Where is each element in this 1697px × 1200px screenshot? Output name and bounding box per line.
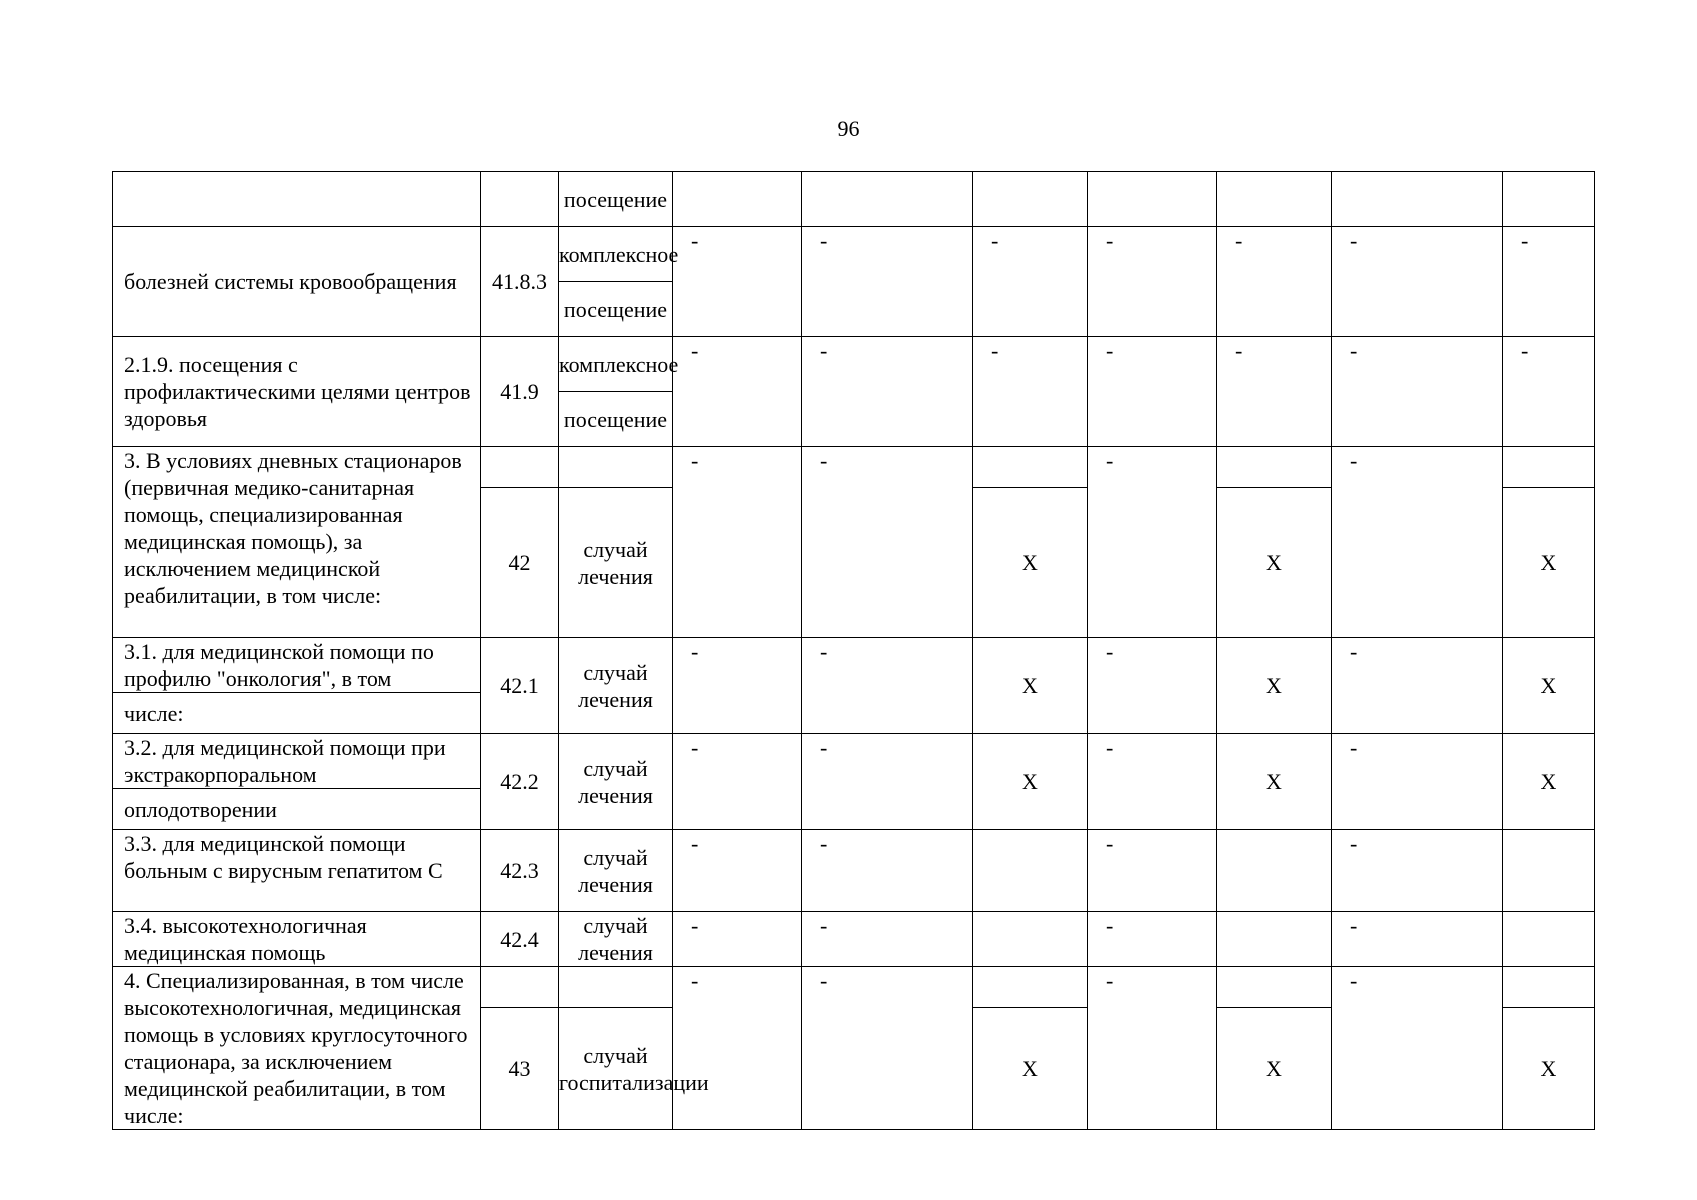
row-name: 2.1.9. посещения с профилактическими целями центров здоровья xyxy=(113,337,481,447)
value-cell: - xyxy=(802,227,973,282)
value-cell: - xyxy=(1088,447,1217,488)
value-cell: X xyxy=(1503,1008,1595,1130)
unit-cell: посещение xyxy=(559,392,673,447)
value-cell: - xyxy=(1088,638,1217,734)
value-cell: - xyxy=(1217,337,1332,392)
value-cell: - xyxy=(1088,967,1217,1008)
value-cell: - xyxy=(1088,912,1217,967)
row-number: 41.8.3 xyxy=(481,227,559,337)
value-cell: - xyxy=(802,967,973,1008)
row-name: 3.2. для медицинской помощи при экстракорпоральном xyxy=(113,734,481,789)
table-row xyxy=(113,830,1595,912)
value-cell: - xyxy=(673,227,802,337)
row-number xyxy=(481,172,559,227)
row-number: 42.1 xyxy=(481,638,559,734)
value-cell: - xyxy=(673,447,802,488)
row-name: оплодотворении xyxy=(113,789,481,830)
value-cell: X xyxy=(973,1008,1088,1130)
table-row xyxy=(113,912,1595,967)
value-cell: X xyxy=(973,488,1088,638)
unit-cell: случай лечения xyxy=(559,830,673,912)
value-cell: - xyxy=(1503,337,1595,392)
table-row xyxy=(113,638,1595,693)
row-number: 42.3 xyxy=(481,830,559,912)
value-cell: - xyxy=(673,638,802,734)
value-cell: X xyxy=(1217,1008,1332,1130)
value-cell: - xyxy=(802,447,973,488)
value-cell: - xyxy=(802,912,973,967)
value-cell: - xyxy=(1088,227,1217,282)
value-cell: - xyxy=(673,967,802,1008)
value-cell: - xyxy=(1332,227,1503,282)
value-cell: - xyxy=(1332,967,1503,1008)
value-cell: - xyxy=(973,337,1088,392)
value-cell: - xyxy=(673,912,802,967)
table-row xyxy=(113,337,1595,392)
value-cell: - xyxy=(802,734,973,789)
value-cell: X xyxy=(1217,734,1332,830)
row-number: 42.2 xyxy=(481,734,559,830)
value-cell: - xyxy=(1332,734,1503,830)
unit-cell: случай лечения xyxy=(559,488,673,638)
value-cell: - xyxy=(673,337,802,447)
table-row xyxy=(113,734,1595,789)
value-cell: - xyxy=(1088,830,1217,912)
unit-cell: случай лечения xyxy=(559,734,673,830)
row-name: числе: xyxy=(113,693,481,734)
value-cell: - xyxy=(673,830,802,912)
table-row xyxy=(113,172,1595,227)
row-number: 41.9 xyxy=(481,337,559,447)
unit-cell: посещение xyxy=(559,282,673,337)
row-name xyxy=(113,172,481,227)
table-row xyxy=(113,967,1595,1008)
value-cell: - xyxy=(802,638,973,693)
unit-cell: комплексное xyxy=(559,227,673,282)
value-cell: - xyxy=(1503,227,1595,282)
value-cell: - xyxy=(802,830,973,912)
value-cell: X xyxy=(973,734,1088,830)
unit-cell: комплексное xyxy=(559,337,673,392)
unit-cell: случай лечения xyxy=(559,638,673,734)
value-cell: - xyxy=(973,227,1088,282)
value-cell: X xyxy=(1217,638,1332,734)
unit-cell: случай госпитализации xyxy=(559,1008,673,1130)
row-name: 3. В условиях дневных стационаров (первичная медико-санитарная помощь, специализированная медицинская помощь), за исключением медицинской реабилитации, в том числе: xyxy=(113,447,481,638)
value-cell: X xyxy=(1217,488,1332,638)
row-name: 4. Специализированная, в том числе высокотехнологичная, медицинская помощь в условиях круглосуточного стационара, за исключением медицинской реабилитации, в том числе: xyxy=(113,967,481,1130)
table-row xyxy=(113,447,1595,488)
unit-cell: посещение xyxy=(559,172,673,227)
row-name: 3.4. высокотехнологичная медицинская помощь xyxy=(113,912,481,967)
value-cell: X xyxy=(1503,488,1595,638)
row-number: 42 xyxy=(481,488,559,638)
row-number: 42.4 xyxy=(481,912,559,967)
value-cell: X xyxy=(973,638,1088,734)
value-cell: - xyxy=(802,337,973,392)
unit-cell: случай лечения xyxy=(559,912,673,967)
value-cell: X xyxy=(1503,638,1595,734)
row-name: 3.3. для медицинской помощи больным с вирусным гепатитом С xyxy=(113,830,481,912)
value-cell: - xyxy=(1088,734,1217,830)
value-cell: - xyxy=(1088,337,1217,392)
value-cell: - xyxy=(673,734,802,830)
value-cell: X xyxy=(1503,734,1595,830)
row-number: 43 xyxy=(481,1008,559,1130)
value-cell: - xyxy=(1332,337,1503,392)
value-cell: - xyxy=(1332,447,1503,488)
row-name: 3.1. для медицинской помощи по профилю "онкология", в том xyxy=(113,638,481,693)
page-number: 96 xyxy=(837,116,860,141)
value-cell: - xyxy=(1217,227,1332,282)
value-cell: - xyxy=(1332,830,1503,912)
row-name: болезней системы кровообращения xyxy=(113,227,481,337)
table-row xyxy=(113,227,1595,282)
value-cell: - xyxy=(1332,638,1503,734)
value-cell: - xyxy=(1332,912,1503,967)
data-table xyxy=(112,171,1595,1130)
